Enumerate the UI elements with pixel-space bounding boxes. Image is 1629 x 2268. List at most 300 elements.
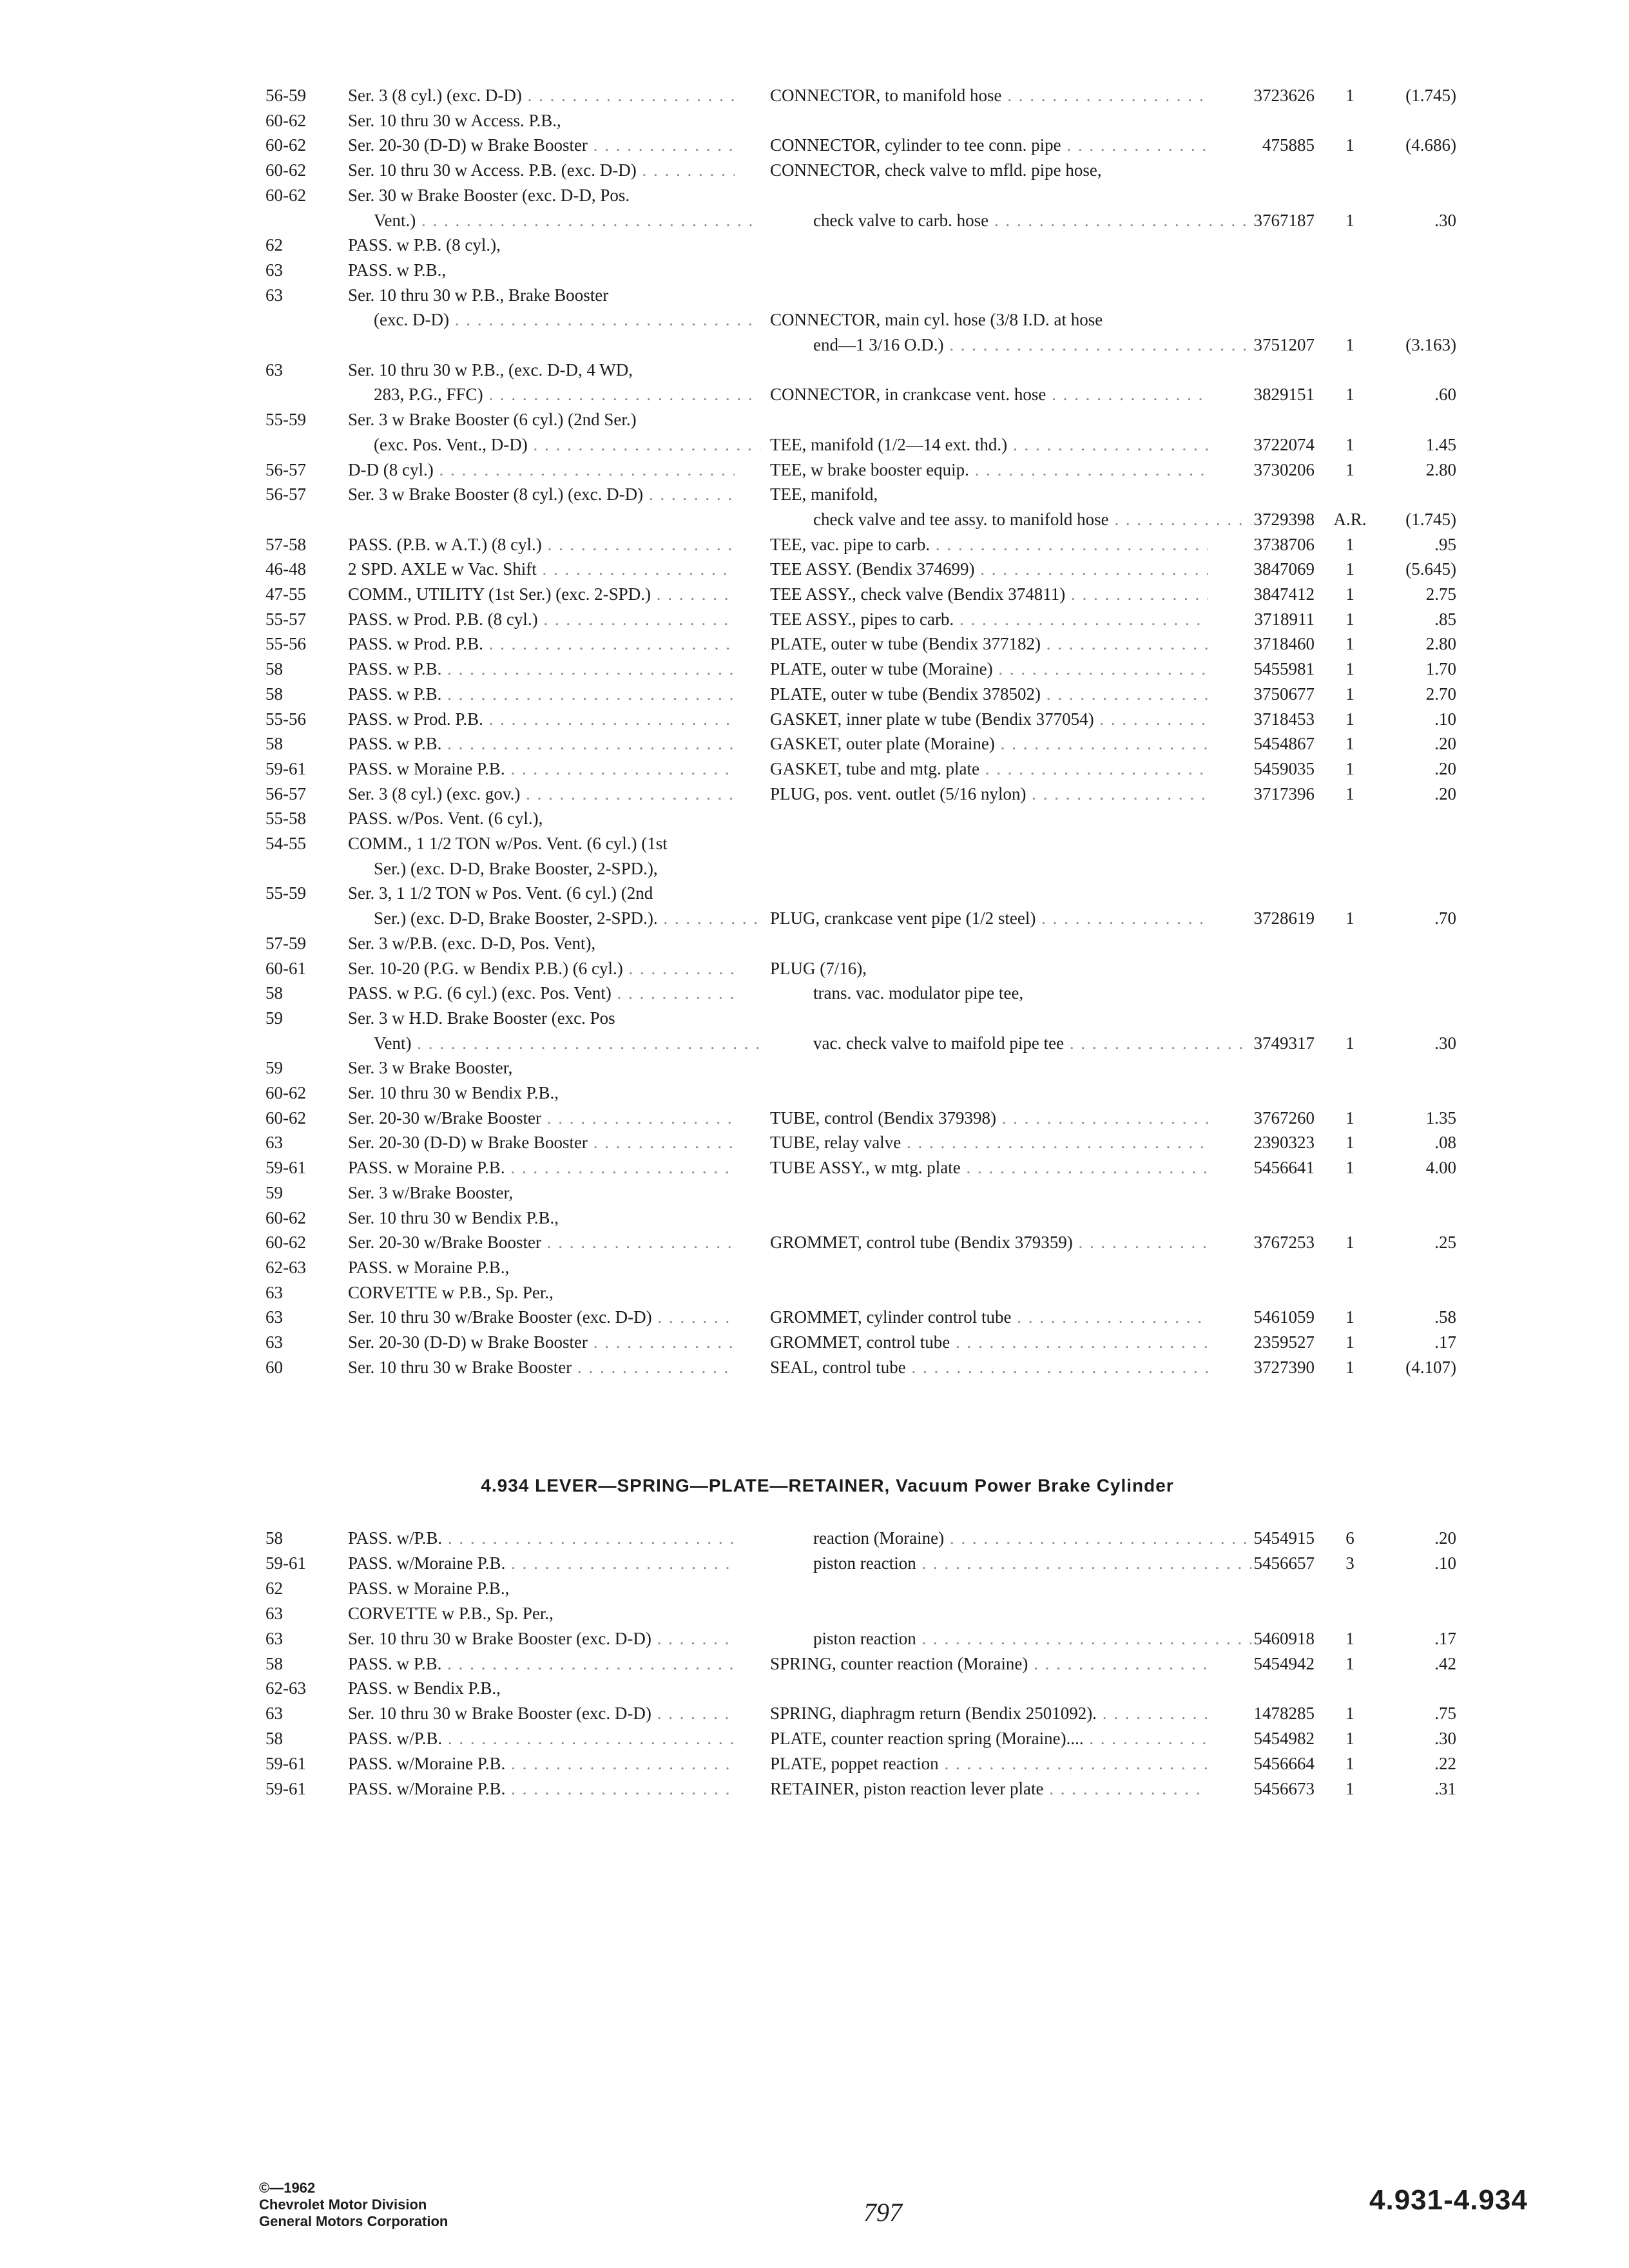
application: PASS. w Bendix P.B.,: [348, 1678, 501, 1698]
table-row: [0, 1776, 1629, 1802]
part-description: SPRING, diaphragm return (Bendix 2501092). . . .: [770, 1700, 1208, 1726]
table-row: [0, 1600, 1629, 1626]
table-row: [0, 1105, 1629, 1131]
part-description: PLATE, poppet reaction . . .: [770, 1751, 1208, 1776]
quantity: 1: [1345, 385, 1354, 405]
table-row: [0, 307, 1629, 332]
table-row: [0, 1751, 1629, 1776]
part-description: TEE, vac. pipe to carb. . . .: [770, 532, 1208, 557]
model-year: 58: [265, 1528, 283, 1548]
quantity: 1: [1345, 783, 1354, 803]
table-row: [0, 880, 1629, 906]
table-row: [0, 980, 1629, 1006]
price: .20: [1434, 1528, 1456, 1548]
quantity: 1: [1345, 1628, 1354, 1648]
part-number: 5454982: [1253, 1729, 1315, 1749]
page-number: 797: [863, 2198, 902, 2227]
model-year: 59: [265, 1182, 283, 1202]
table-row: [0, 1304, 1629, 1330]
part-number: 5456664: [1253, 1754, 1315, 1774]
table-row: [0, 132, 1629, 158]
model-year: 62-63: [265, 1257, 306, 1277]
model-year: 63: [265, 360, 283, 380]
application: Ser. 30 w Brake Booster (exc. D-D, Pos.: [348, 185, 630, 205]
price: 2.70: [1425, 684, 1456, 704]
table-row: [0, 232, 1629, 258]
application: Ser. 20-30 (D-D) w Brake Booster . . .: [348, 1129, 735, 1155]
price: (3.163): [1405, 335, 1456, 354]
application: (exc. D-D) . . .: [374, 307, 760, 332]
model-year: 63: [265, 285, 283, 305]
part-number: 3723626: [1253, 86, 1315, 105]
price: (1.745): [1405, 86, 1456, 105]
part-number: 1478285: [1253, 1704, 1315, 1724]
price: .70: [1434, 908, 1456, 928]
part-description: PLUG, crankcase vent pipe (1/2 steel) . . .: [770, 905, 1208, 931]
model-year: 58: [265, 1653, 283, 1673]
part-number: 3718911: [1254, 609, 1315, 629]
quantity: 1: [1345, 758, 1354, 778]
application: CORVETTE w P.B., Sp. Per.,: [348, 1282, 554, 1302]
quantity: 1: [1345, 1158, 1354, 1178]
part-description: PLATE, counter reaction spring (Moraine).... . . .: [770, 1725, 1208, 1751]
table-row: [0, 1329, 1629, 1355]
table-row: [0, 108, 1629, 133]
model-year: 60-62: [265, 135, 306, 155]
application: Ser. 3 w/Brake Booster,: [348, 1182, 514, 1202]
model-year: 60-62: [265, 1108, 306, 1128]
part-description: PLUG (7/16),: [770, 958, 867, 978]
model-year: 59-61: [265, 758, 306, 778]
application: PASS. w Prod. P.B. . . .: [348, 631, 735, 657]
model-year: 58: [265, 1729, 283, 1749]
price: .22: [1434, 1754, 1456, 1774]
table-row: [0, 1725, 1629, 1751]
part-description: GASKET, inner plate w tube (Bendix 377054) . . .: [770, 706, 1208, 732]
table-row: [0, 407, 1629, 432]
model-year: 62-63: [265, 1678, 306, 1698]
part-description: TEE, manifold,: [770, 485, 878, 505]
part-description: GROMMET, control tube (Bendix 379359) . . .: [770, 1229, 1208, 1255]
part-number: 3847069: [1253, 559, 1315, 579]
part-description: vac. check valve to maifold pipe tee . . .: [813, 1030, 1251, 1056]
table-row: [0, 82, 1629, 108]
model-year: 55-57: [265, 609, 306, 629]
price: .20: [1434, 734, 1456, 754]
table-row: [0, 831, 1629, 856]
part-number: 2390323: [1253, 1133, 1315, 1153]
model-year: 63: [265, 1603, 283, 1623]
model-year: 57-58: [265, 534, 306, 554]
part-description: CONNECTOR, to manifold hose . . .: [770, 82, 1208, 108]
application: (exc. Pos. Vent., D-D) . . .: [374, 432, 760, 457]
model-year: 59: [265, 1008, 283, 1028]
part-number: 5456641: [1253, 1158, 1315, 1178]
part-number: 5459035: [1253, 758, 1315, 778]
price: .30: [1434, 1729, 1456, 1749]
table-row: [0, 1055, 1629, 1081]
quantity: 1: [1345, 584, 1354, 604]
part-description: end—1 3/16 O.D.) . . .: [813, 332, 1251, 358]
price: .75: [1434, 1704, 1456, 1724]
table-row: [0, 1525, 1629, 1551]
part-number: 3738706: [1253, 534, 1315, 554]
part-number: 5454915: [1253, 1528, 1315, 1548]
part-number: 3749317: [1253, 1033, 1315, 1053]
application: Ser. 3, 1 1/2 TON w Pos. Vent. (6 cyl.) (2nd: [348, 883, 653, 903]
price: .42: [1434, 1653, 1456, 1673]
price: (5.645): [1405, 559, 1456, 579]
application: Ser. 10 thru 30 w Access. P.B. (exc. D-D) . . .: [348, 157, 735, 183]
application: Ser. 3 w Brake Booster,: [348, 1058, 513, 1078]
model-year: 47-55: [265, 584, 306, 604]
price: 2.75: [1425, 584, 1456, 604]
part-number: 475885: [1262, 135, 1315, 155]
part-description: SPRING, counter reaction (Moraine) . . .: [770, 1651, 1208, 1677]
table-row: [0, 1229, 1629, 1255]
part-number: 2359527: [1253, 1332, 1315, 1352]
part-description: check valve and tee assy. to manifold hose . . .: [813, 506, 1251, 532]
table-row: [0, 1700, 1629, 1726]
part-number: 3717396: [1253, 783, 1315, 803]
quantity: 1: [1345, 210, 1354, 230]
application: PASS. w/Moraine P.B. . . .: [348, 1776, 735, 1802]
table-row: [0, 805, 1629, 831]
table-row: [0, 556, 1629, 582]
table-row: [0, 1280, 1629, 1305]
application: Ser. 3 w H.D. Brake Booster (exc. Pos: [348, 1008, 615, 1028]
part-description: TUBE, relay valve . . .: [770, 1129, 1208, 1155]
price: .17: [1434, 1628, 1456, 1648]
quantity: 6: [1345, 1528, 1354, 1548]
model-year: 55-56: [265, 634, 306, 654]
table-row: [0, 905, 1629, 931]
model-year: 60: [265, 1357, 283, 1377]
model-year: 58: [265, 684, 283, 704]
quantity: 1: [1345, 1332, 1354, 1352]
part-number: 3767260: [1253, 1108, 1315, 1128]
application: Ser. 10 thru 30 w Bendix P.B.,: [348, 1083, 559, 1102]
table-row: [0, 930, 1629, 956]
model-year: 59-61: [265, 1754, 306, 1774]
part-number: 3751207: [1253, 335, 1315, 354]
application: Ser. 10 thru 30 w Brake Booster (exc. D-D) . . .: [348, 1626, 735, 1651]
table-row: [0, 481, 1629, 507]
model-year: 60-62: [265, 110, 306, 130]
table-row: [0, 357, 1629, 383]
model-year: 59-61: [265, 1553, 306, 1573]
model-year: 56-59: [265, 86, 306, 105]
application: PASS. w/Moraine P.B. . . .: [348, 1751, 735, 1776]
table-row: [0, 706, 1629, 732]
table-row: [0, 731, 1629, 756]
part-description: piston reaction . . .: [813, 1550, 1251, 1576]
table-row: [0, 332, 1629, 358]
table-row: [0, 1205, 1629, 1231]
quantity: 3: [1345, 1553, 1354, 1573]
model-year: 63: [265, 1704, 283, 1724]
table-row: [0, 681, 1629, 707]
publisher-block: [259, 2180, 448, 2230]
table-row: [0, 1354, 1629, 1380]
application: Ser. 10 thru 30 w Access. P.B.,: [348, 110, 561, 130]
application: PASS. w P.G. (6 cyl.) (exc. Pos. Vent) . . .: [348, 980, 735, 1006]
application: Ser.) (exc. D-D, Brake Booster, 2-SPD.),: [374, 858, 658, 878]
application: PASS. w P.B. . . .: [348, 656, 735, 682]
table-row: [0, 656, 1629, 682]
quantity: 1: [1345, 609, 1354, 629]
price: .10: [1434, 709, 1456, 729]
part-number: 3728619: [1253, 908, 1315, 928]
part-description: TEE ASSY., pipes to carb. . . .: [770, 606, 1208, 632]
table-row: [0, 1575, 1629, 1601]
table-row: [0, 207, 1629, 233]
table-row: [0, 956, 1629, 981]
price: .60: [1434, 385, 1456, 405]
model-year: 62: [265, 1578, 283, 1598]
application: Ser. 10 thru 30 w Bendix P.B.,: [348, 1207, 559, 1227]
part-number: 3829151: [1253, 385, 1315, 405]
part-description: TEE, manifold (1/2—14 ext. thd.) . . .: [770, 432, 1208, 457]
part-description: GASKET, outer plate (Moraine) . . .: [770, 731, 1208, 756]
quantity: 1: [1345, 634, 1354, 654]
model-year: 58: [265, 659, 283, 679]
quantity: 1: [1345, 1704, 1354, 1724]
table-row: [0, 1180, 1629, 1206]
application: Ser. 10-20 (P.G. w Bendix P.B.) (6 cyl.) . . .: [348, 956, 735, 981]
application: PASS. (P.B. w A.T.) (8 cyl.) . . .: [348, 532, 735, 557]
part-description: TEE, w brake booster equip. . . .: [770, 457, 1208, 483]
model-year: 55-58: [265, 809, 306, 829]
part-description: RETAINER, piston reaction lever plate . . .: [770, 1776, 1208, 1802]
table-row: [0, 631, 1629, 657]
application: Ser. 10 thru 30 w/Brake Booster (exc. D-D) . . .: [348, 1304, 735, 1330]
part-number: 5460918: [1253, 1628, 1315, 1648]
application: PASS. w P.B. . . .: [348, 681, 735, 707]
application: Ser. 3 (8 cyl.) (exc. gov.) . . .: [348, 781, 735, 807]
part-number: 5454942: [1253, 1653, 1315, 1673]
quantity: 1: [1345, 1133, 1354, 1153]
model-year: 55-59: [265, 410, 306, 430]
part-description: trans. vac. modulator pipe tee,: [813, 983, 1024, 1003]
part-description: CONNECTOR, main cyl. hose (3/8 I.D. at hose: [770, 310, 1103, 330]
part-description: PLUG, pos. vent. outlet (5/16 nylon) . . .: [770, 781, 1208, 807]
application: PASS. w Moraine P.B. . . .: [348, 756, 735, 782]
model-year: 56-57: [265, 459, 306, 479]
model-year: 59-61: [265, 1158, 306, 1178]
part-description: TUBE ASSY., w mtg. plate . . .: [770, 1155, 1208, 1180]
part-number: 3727390: [1253, 1357, 1315, 1377]
section-heading: 4.934 LEVER—SPRING—PLATE—RETAINER, Vacuum Power Brake Cylinder: [481, 1475, 1174, 1495]
table-row: [0, 381, 1629, 407]
part-description: PLATE, outer w tube (Moraine) . . .: [770, 656, 1208, 682]
application: Ser. 20-30 w/Brake Booster . . .: [348, 1105, 735, 1131]
price: 2.80: [1425, 634, 1456, 654]
quantity: 1: [1345, 1307, 1354, 1327]
quantity: 1: [1345, 559, 1354, 579]
model-year: 54-55: [265, 834, 306, 853]
price: .10: [1434, 1553, 1456, 1573]
section-range: 4.931-4.934: [1369, 2184, 1528, 2216]
table-row: [0, 781, 1629, 807]
quantity: 1: [1345, 709, 1354, 729]
quantity: 1: [1345, 1108, 1354, 1128]
price: 2.80: [1425, 459, 1456, 479]
table-row: [0, 1651, 1629, 1677]
price: .20: [1434, 758, 1456, 778]
part-number: 5456673: [1253, 1779, 1315, 1798]
part-number: 3767187: [1253, 210, 1315, 230]
part-number: 5461059: [1253, 1307, 1315, 1327]
application: Ser. 3 (8 cyl.) (exc. D-D) . . .: [348, 82, 735, 108]
part-description: CONNECTOR, cylinder to tee conn. pipe . . .: [770, 132, 1208, 158]
application: PASS. w P.B. (8 cyl.),: [348, 235, 501, 255]
part-description: CONNECTOR, check valve to mfld. pipe hose,: [770, 160, 1102, 180]
application: PASS. w P.B. . . .: [348, 731, 735, 756]
table-row: [0, 1030, 1629, 1056]
quantity: 1: [1345, 908, 1354, 928]
application: Ser.) (exc. D-D, Brake Booster, 2-SPD.). . . .: [374, 905, 760, 931]
part-number: 3722074: [1253, 434, 1315, 454]
part-number: 3729398: [1253, 509, 1315, 529]
table-row: [0, 581, 1629, 607]
part-description: GROMMET, cylinder control tube . . .: [770, 1304, 1208, 1330]
quantity: 1: [1345, 86, 1354, 105]
quantity: 1: [1345, 1754, 1354, 1774]
model-year: 63: [265, 1307, 283, 1327]
part-description: GASKET, tube and mtg. plate . . .: [770, 756, 1208, 782]
application: PASS. w/Pos. Vent. (6 cyl.),: [348, 809, 543, 829]
application: Ser. 20-30 (D-D) w Brake Booster . . .: [348, 132, 735, 158]
table-row: [0, 506, 1629, 532]
price: 1.35: [1425, 1108, 1456, 1128]
table-row: [0, 282, 1629, 308]
part-number: 3718460: [1253, 634, 1315, 654]
table-row: [0, 1155, 1629, 1180]
application: Ser. 3 w Brake Booster (8 cyl.) (exc. D-D) . . .: [348, 481, 735, 507]
price: 1.45: [1425, 434, 1456, 454]
application: PASS. w/Moraine P.B. . . .: [348, 1550, 735, 1576]
price: .95: [1434, 534, 1456, 554]
table-row: [0, 756, 1629, 782]
price: .30: [1434, 210, 1456, 230]
model-year: 58: [265, 734, 283, 754]
model-year: 63: [265, 1133, 283, 1153]
quantity: A.R.: [1333, 509, 1367, 529]
application: Ser. 10 thru 30 w Brake Booster (exc. D-D) . . .: [348, 1700, 735, 1726]
table-row: [0, 856, 1629, 881]
application: CORVETTE w P.B., Sp. Per.,: [348, 1603, 554, 1623]
price: (1.745): [1405, 509, 1456, 529]
part-number: 3718453: [1253, 709, 1315, 729]
application: PASS. w Prod. P.B. (8 cyl.) . . .: [348, 606, 735, 632]
price: (4.686): [1405, 135, 1456, 155]
part-description: check valve to carb. hose . . .: [813, 207, 1251, 233]
application: 283, P.G., FFC) . . .: [374, 381, 760, 407]
division-name: Chevrolet Motor Division: [259, 2196, 427, 2213]
model-year: 57-59: [265, 933, 306, 953]
application: COMM., UTILITY (1st Ser.) (exc. 2-SPD.) . . .: [348, 581, 735, 607]
application: PASS. w Prod. P.B. . . .: [348, 706, 735, 732]
model-year: 59: [265, 1058, 283, 1078]
price: .20: [1434, 783, 1456, 803]
part-description: GROMMET, control tube . . .: [770, 1329, 1208, 1355]
model-year: 63: [265, 260, 283, 280]
model-year: 63: [265, 1282, 283, 1302]
table-row: [0, 1626, 1629, 1651]
application: PASS. w P.B.,: [348, 260, 447, 280]
model-year: 55-59: [265, 883, 306, 903]
quantity: 1: [1345, 1233, 1354, 1253]
quantity: 1: [1345, 459, 1354, 479]
model-year: 60-61: [265, 958, 306, 978]
quantity: 1: [1345, 534, 1354, 554]
application: Ser. 10 thru 30 w P.B., (exc. D-D, 4 WD,: [348, 360, 633, 380]
application: Ser. 10 thru 30 w P.B., Brake Booster: [348, 285, 609, 305]
quantity: 1: [1345, 1653, 1354, 1673]
application: D-D (8 cyl.) . . .: [348, 457, 735, 483]
quantity: 1: [1345, 135, 1354, 155]
model-year: 62: [265, 235, 283, 255]
model-year: 60-62: [265, 185, 306, 205]
price: .25: [1434, 1233, 1456, 1253]
table-row: [0, 182, 1629, 208]
part-number: 5456657: [1253, 1553, 1315, 1573]
part-description: TEE ASSY. (Bendix 374699) . . .: [770, 556, 1208, 582]
application: PASS. w P.B. . . .: [348, 1651, 735, 1677]
price: 4.00: [1425, 1158, 1456, 1178]
price: (4.107): [1405, 1357, 1456, 1377]
quantity: 1: [1345, 434, 1354, 454]
price: .31: [1434, 1779, 1456, 1798]
application: Ser. 20-30 w/Brake Booster . . .: [348, 1229, 735, 1255]
model-year: 60-62: [265, 1233, 306, 1253]
quantity: 1: [1345, 659, 1354, 679]
application: Ser. 10 thru 30 w Brake Booster . . .: [348, 1354, 735, 1380]
part-number: 3730206: [1253, 459, 1315, 479]
application: PASS. w/P.B. . . .: [348, 1525, 735, 1551]
part-description: TUBE, control (Bendix 379398) . . .: [770, 1105, 1208, 1131]
table-row: [0, 257, 1629, 283]
application: COMM., 1 1/2 TON w/Pos. Vent. (6 cyl.) (1st: [348, 834, 668, 853]
price: .58: [1434, 1307, 1456, 1327]
table-row: [0, 1005, 1629, 1031]
application: Vent) . . .: [374, 1030, 760, 1056]
price: .17: [1434, 1332, 1456, 1352]
table-row: [0, 157, 1629, 183]
table-row: [0, 1254, 1629, 1280]
quantity: 1: [1345, 335, 1354, 354]
part-description: piston reaction . . .: [813, 1626, 1251, 1651]
table-row: [0, 432, 1629, 457]
model-year: 56-57: [265, 783, 306, 803]
model-year: 63: [265, 1628, 283, 1648]
price: 1.70: [1425, 659, 1456, 679]
quantity: 1: [1345, 734, 1354, 754]
part-description: CONNECTOR, in crankcase vent. hose . . .: [770, 381, 1208, 407]
table-row: [0, 1675, 1629, 1701]
part-description: TEE ASSY., check valve (Bendix 374811) . . .: [770, 581, 1208, 607]
model-year: 60-62: [265, 160, 306, 180]
application: PASS. w Moraine P.B.,: [348, 1257, 510, 1277]
table-row: [0, 532, 1629, 557]
part-number: 5455981: [1253, 659, 1315, 679]
quantity: 1: [1345, 684, 1354, 704]
quantity: 1: [1345, 1779, 1354, 1798]
application: Ser. 3 w Brake Booster (6 cyl.) (2nd Ser.): [348, 410, 637, 430]
part-description: SEAL, control tube . . .: [770, 1354, 1208, 1380]
model-year: 56-57: [265, 485, 306, 505]
